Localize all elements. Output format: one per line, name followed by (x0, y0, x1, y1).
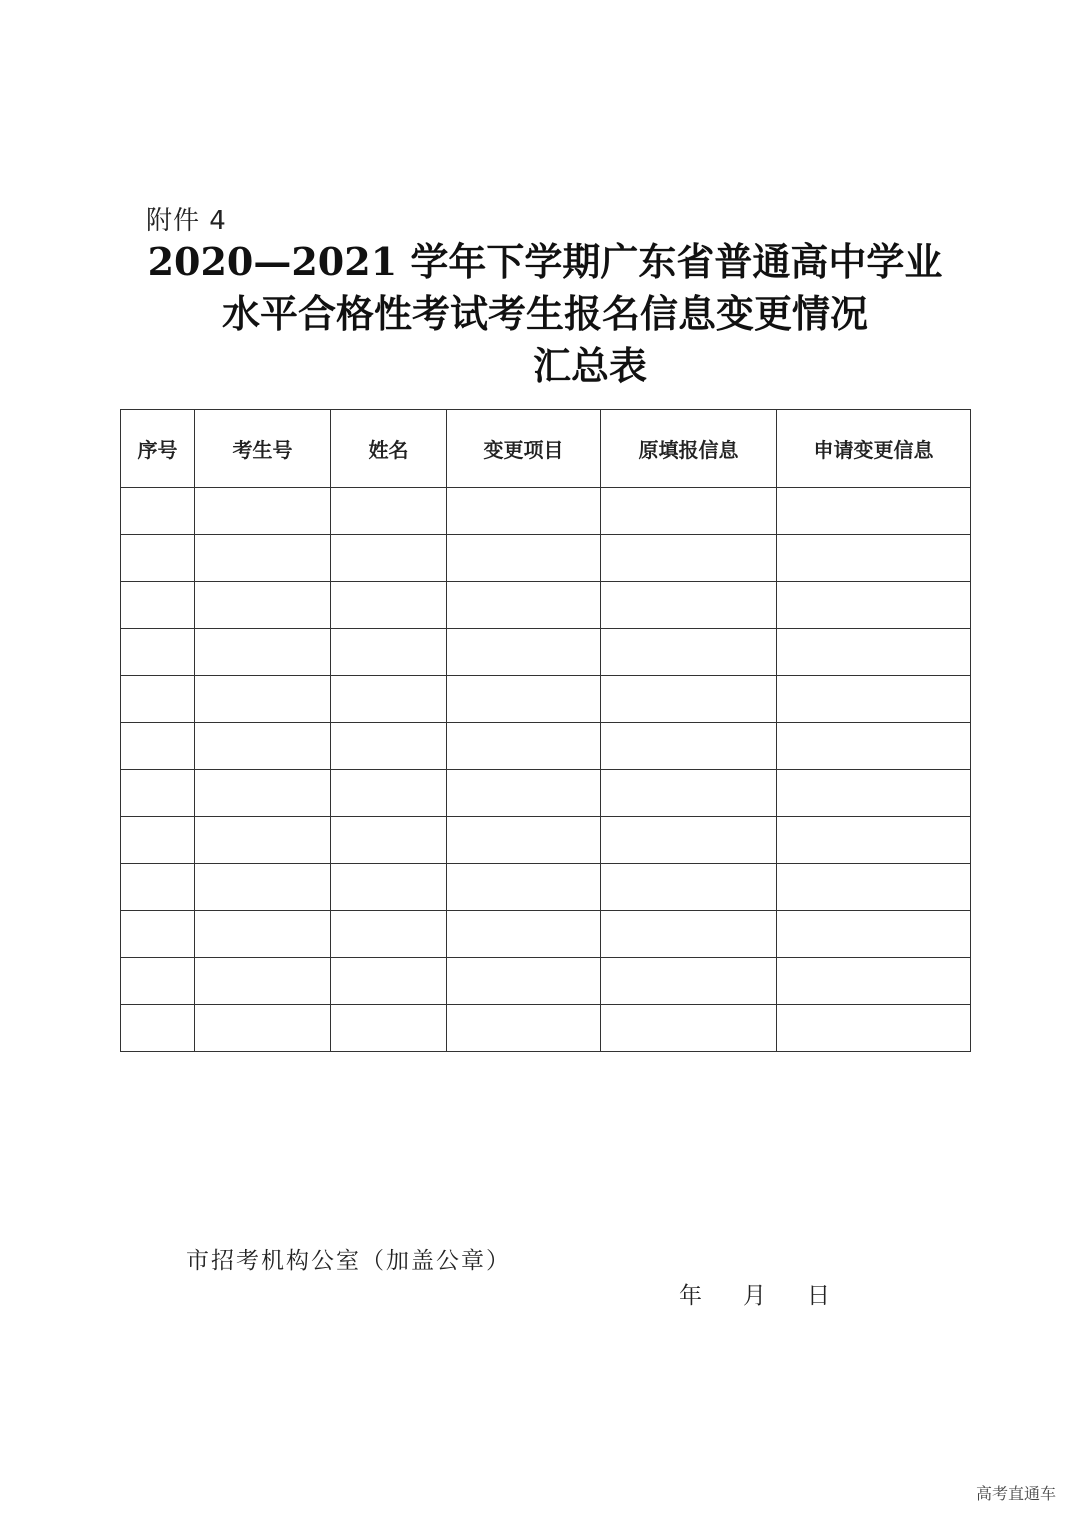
table-cell (331, 535, 447, 582)
table-cell (195, 864, 331, 911)
table-row (121, 817, 971, 864)
table-cell (601, 676, 777, 723)
change-summary-table (120, 409, 971, 1052)
table-cell (195, 535, 331, 582)
date-month-label: 月 (743, 1283, 766, 1309)
table-cell (121, 958, 195, 1005)
table-row (121, 770, 971, 817)
table-cell (447, 488, 601, 535)
header-requested-info: 申请变更信息 (777, 410, 971, 488)
table-cell (777, 958, 971, 1005)
table-cell (447, 629, 601, 676)
table-cell (601, 817, 777, 864)
table-cell (331, 723, 447, 770)
table-cell (447, 911, 601, 958)
table-cell (777, 817, 971, 864)
table-cell (195, 817, 331, 864)
table-cell (777, 723, 971, 770)
table-cell (121, 770, 195, 817)
table-row (121, 958, 971, 1005)
table-cell (777, 1005, 971, 1052)
header-candidate-number: 考生号 (195, 410, 331, 488)
table-cell (777, 535, 971, 582)
table-cell (777, 864, 971, 911)
date-day-label: 日 (807, 1283, 830, 1309)
table-cell (601, 723, 777, 770)
table-cell (195, 958, 331, 1005)
table-cell (121, 676, 195, 723)
watermark: 高考直通车 (975, 1484, 1056, 1503)
table-cell (601, 582, 777, 629)
table-cell (601, 864, 777, 911)
table-cell (121, 911, 195, 958)
table-body (121, 488, 971, 1052)
header-change-item: 变更项目 (447, 410, 601, 488)
table-cell (121, 582, 195, 629)
table-header-row (121, 410, 971, 488)
table-cell (601, 958, 777, 1005)
date-year-label: 年 (679, 1283, 702, 1309)
table-cell (121, 488, 195, 535)
table-cell (331, 817, 447, 864)
table-cell (447, 676, 601, 723)
table-cell (447, 723, 601, 770)
table-cell (195, 770, 331, 817)
table-cell (331, 864, 447, 911)
table-cell (447, 535, 601, 582)
table-cell (601, 1005, 777, 1052)
table-row (121, 582, 971, 629)
table-cell (777, 676, 971, 723)
table-cell (121, 1005, 195, 1052)
table-cell (601, 911, 777, 958)
table-cell (447, 582, 601, 629)
table-cell (121, 629, 195, 676)
table-cell (195, 911, 331, 958)
table-cell (121, 535, 195, 582)
table-cell (447, 864, 601, 911)
table-cell (331, 629, 447, 676)
table-cell (447, 958, 601, 1005)
table-cell (331, 676, 447, 723)
table-cell (777, 770, 971, 817)
table-cell (195, 629, 331, 676)
header-name: 姓名 (331, 410, 447, 488)
title-line-2: 水平合格性考试考生报名信息变更情况 (221, 291, 868, 336)
table-cell (331, 770, 447, 817)
table-cell (195, 582, 331, 629)
table-cell (121, 817, 195, 864)
header-original-info: 原填报信息 (601, 410, 777, 488)
document-title (0, 236, 1080, 392)
table-cell (331, 488, 447, 535)
table-row (121, 723, 971, 770)
table-cell (447, 817, 601, 864)
table-cell (195, 1005, 331, 1052)
title-line-1: 2020—2021 学年下学期广东省普通高中学业 (147, 239, 943, 284)
table-cell (447, 770, 601, 817)
table-cell (777, 488, 971, 535)
table-cell (331, 1005, 447, 1052)
table-cell (601, 629, 777, 676)
table-row (121, 676, 971, 723)
table-row (121, 911, 971, 958)
table-cell (331, 958, 447, 1005)
table-cell (777, 629, 971, 676)
table-cell (777, 911, 971, 958)
table-row (121, 629, 971, 676)
table-cell (121, 864, 195, 911)
attachment-label: 附件 4 (146, 206, 227, 236)
table-cell (601, 770, 777, 817)
table-row (121, 535, 971, 582)
table-cell (601, 488, 777, 535)
table-row (121, 488, 971, 535)
table-row (121, 1005, 971, 1052)
table-cell (195, 676, 331, 723)
table-cell (331, 911, 447, 958)
header-serial-number: 序号 (121, 410, 195, 488)
table-cell (195, 723, 331, 770)
title-line-3: 汇总表 (532, 343, 647, 388)
table-cell (121, 723, 195, 770)
table-cell (601, 535, 777, 582)
office-seal-label: 市招考机构公室（加盖公章） (186, 1248, 511, 1274)
table-cell (195, 488, 331, 535)
table-cell (777, 582, 971, 629)
table-cell (331, 582, 447, 629)
table-cell (447, 1005, 601, 1052)
table-row (121, 864, 971, 911)
